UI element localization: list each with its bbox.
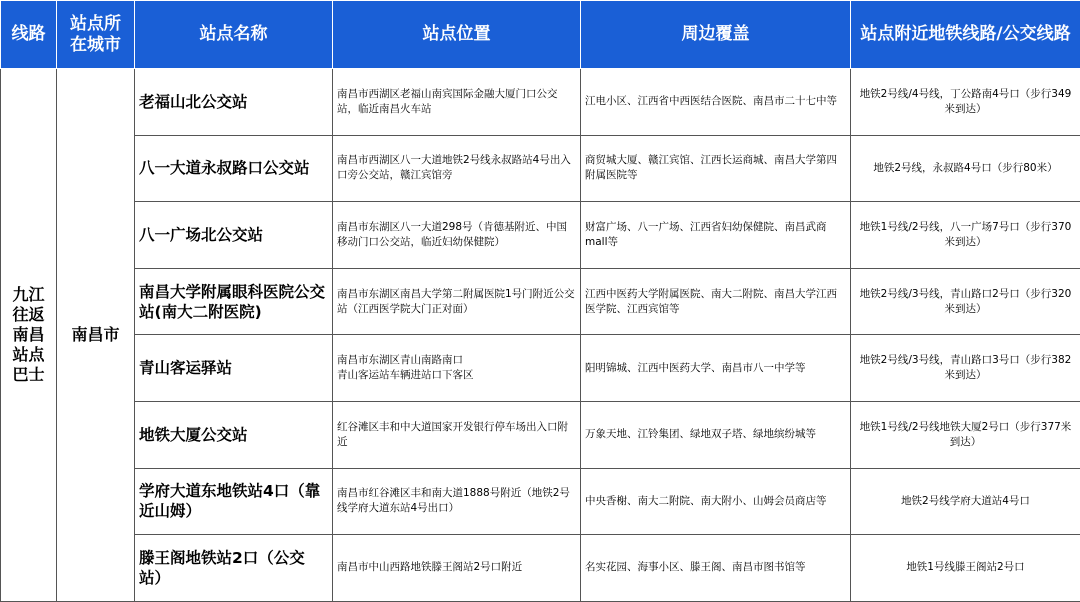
metro-cell: 地铁1号线/2号线，八一广场7号口（步行370米到达） <box>851 202 1080 269</box>
station-location-cell: 南昌市东湖区南昌大学第二附属医院1号门附近公交站（江西医学院大门正对面） <box>333 268 581 335</box>
metro-cell: 地铁2号线，永叔路4号口（步行80米） <box>851 135 1080 202</box>
table-row <box>1 268 1080 335</box>
coverage-cell: 财富广场、八一广场、江西省妇幼保健院、南昌武商mall等 <box>581 202 851 269</box>
station-name-cell: 八一广场北公交站 <box>135 202 333 269</box>
station-location-cell: 南昌市中山西路地铁滕王阁站2号口附近 <box>333 535 581 602</box>
station-name-cell: 滕王阁地铁站2口（公交站） <box>135 535 333 602</box>
header-location: 站点位置 <box>333 1 581 69</box>
table-body <box>1 69 1080 602</box>
route-name: 九江往返南昌站点巴士 <box>11 285 47 385</box>
header-metro: 站点附近地铁线路/公交线路 <box>851 1 1080 69</box>
coverage-cell: 江西中医药大学附属医院、南大二附院、南昌大学江西医学院、江西宾馆等 <box>581 268 851 335</box>
station-location-cell: 红谷滩区丰和中大道国家开发银行停车场出入口附近 <box>333 401 581 468</box>
table-row <box>1 535 1080 602</box>
station-location-cell: 南昌市西湖区八一大道地铁2号线永叔路站4号出入口旁公交站，赣江宾馆旁 <box>333 135 581 202</box>
metro-cell: 地铁2号线/4号线，丁公路南4号口（步行349米到达） <box>851 69 1080 136</box>
metro-cell: 地铁1号线/2号线地铁大厦2号口（步行377米到达） <box>851 401 1080 468</box>
header-row <box>1 1 1080 69</box>
metro-cell: 地铁2号线/3号线，青山路口2号口（步行320米到达） <box>851 268 1080 335</box>
coverage-cell: 商贸城大厦、赣江宾馆、江西长运商城、南昌大学第四附属医院等 <box>581 135 851 202</box>
station-location-cell: 南昌市东湖区八一大道298号（肯德基附近、中国移动门口公交站，临近妇幼保健院） <box>333 202 581 269</box>
coverage-cell: 江电小区、江西省中西医结合医院、南昌市二十七中等 <box>581 69 851 136</box>
coverage-cell: 万象天地、江铃集团、绿地双子塔、绿地缤纷城等 <box>581 401 851 468</box>
coverage-cell: 名实花园、海事小区、滕王阁、南昌市图书馆等 <box>581 535 851 602</box>
station-name-cell: 青山客运驿站 <box>135 335 333 402</box>
table-row <box>1 202 1080 269</box>
table-row <box>1 401 1080 468</box>
station-location-cell: 南昌市红谷滩区丰和南大道1888号附近（地铁2号线学府大道东站4号出口） <box>333 468 581 535</box>
coverage-cell: 阳明锦城、江西中医药大学、南昌市八一中学等 <box>581 335 851 402</box>
coverage-cell: 中央香榭、南大二附院、南大附小、山姆会员商店等 <box>581 468 851 535</box>
station-name-cell: 地铁大厦公交站 <box>135 401 333 468</box>
header-station-name: 站点名称 <box>135 1 333 69</box>
station-location-cell: 南昌市东湖区青山南路南口 青山客运站车辆进站口下客区 <box>333 335 581 402</box>
metro-cell: 地铁1号线滕王阁站2号口 <box>851 535 1080 602</box>
table-row <box>1 69 1080 136</box>
header-route: 线路 <box>1 1 57 69</box>
metro-cell: 地铁2号线/3号线，青山路口3号口（步行382米到达） <box>851 335 1080 402</box>
city-cell: 南昌市 <box>57 69 135 602</box>
station-name-cell: 老福山北公交站 <box>135 69 333 136</box>
table-row <box>1 135 1080 202</box>
table-row <box>1 468 1080 535</box>
route-cell <box>1 69 57 602</box>
metro-cell: 地铁2号线学府大道站4号口 <box>851 468 1080 535</box>
table-row <box>1 335 1080 402</box>
station-name-cell: 南昌大学附属眼科医院公交站(南大二附医院) <box>135 268 333 335</box>
station-name-cell: 学府大道东地铁站4口（靠近山姆） <box>135 468 333 535</box>
header-coverage: 周边覆盖 <box>581 1 851 69</box>
station-location-cell: 南昌市西湖区老福山南宾国际金融大厦门口公交站，临近南昌火车站 <box>333 69 581 136</box>
header-city: 站点所在城市 <box>57 1 135 69</box>
station-name-cell: 八一大道永叔路口公交站 <box>135 135 333 202</box>
